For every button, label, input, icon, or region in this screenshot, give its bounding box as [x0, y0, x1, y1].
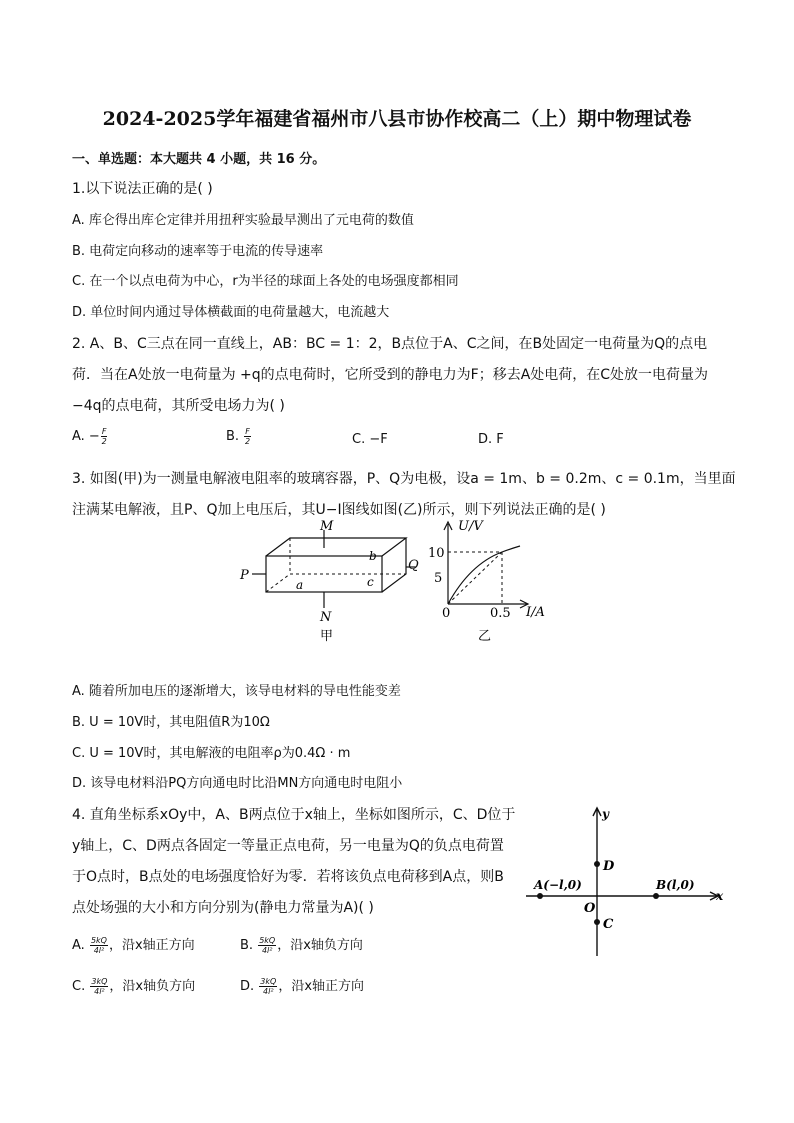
point-a: [537, 893, 543, 899]
label-o: O: [584, 901, 596, 916]
x-axis-label: I/A: [526, 605, 545, 620]
point-d: [594, 861, 600, 867]
q2-option-d: D. F: [478, 432, 504, 447]
fraction: $\frac{5kQ}{\text{4l²}}$: [259, 936, 276, 955]
label-d: D: [603, 859, 615, 874]
section-heading: 一、单选题：本大题共 4 小题，共 16 分。: [72, 152, 326, 167]
q3-option-a: A. 随着所加电压的逐渐增大，该导电材料的导电性能变差: [72, 684, 401, 699]
fraction: $\frac{F}{2}$: [101, 427, 107, 446]
q1-stem: 1.以下说法正确的是( ): [72, 181, 213, 197]
q3-stem-line1: 3. 如图(甲)为一测量电解液电阻率的玻璃容器，P、Q为电极，设a = 1m、b = 0.2m、c = 0.1m，当里面: [72, 471, 736, 487]
figure-container-jia: [236, 518, 416, 648]
q4-stem-line3: 于O点时，B点处的电场强度恰好为零．若将该负点电荷移到A点，则B: [72, 869, 504, 885]
q3-option-d: D. 该导电材料沿PQ方向通电时比沿MN方向通电时电阻小: [72, 776, 403, 791]
q4-stem-line2: y轴上，C、D两点各固定一等量正点电荷，另一电量为Q的负点电荷置: [72, 838, 504, 854]
label-n: N: [320, 610, 332, 625]
q3-option-b: B. U = 10V时，其电阻值R为10Ω: [72, 715, 270, 730]
label-q: Q: [408, 558, 419, 573]
label-b: b: [369, 549, 377, 563]
q2-stem-line2: 荷．当在A处放一电荷量为 +q的点电荷时，它所受到的静电力为F；移去A处电荷，在C处放一电荷量为: [72, 367, 709, 383]
fraction: $\frac{3kQ}{\text{4l²}}$: [91, 977, 108, 996]
q3-option-c: C. U = 10V时，其电解液的电阻率ρ为0.4Ω · m: [72, 746, 351, 761]
label-m: M: [320, 519, 334, 534]
x-axis-label: x: [716, 889, 724, 903]
origin-label: 0: [442, 606, 451, 621]
figure-ui-graph-yi: [424, 514, 564, 649]
label-p: P: [240, 568, 249, 583]
q4-option-d: D. $\frac{3kQ}{\text{4l²}}$ ，沿x轴正方向: [240, 977, 365, 996]
y-axis-label: y: [602, 807, 609, 821]
figure-coordinate-system: [520, 800, 730, 960]
fraction: $\frac{5kQ}{\text{4l²}}$: [90, 936, 107, 955]
fraction: $\frac{F}{2}$: [244, 427, 251, 446]
q4-option-b: B. $\frac{5kQ}{\text{4l²}}$ ，沿x轴负方向: [240, 936, 363, 955]
q1-option-d: D. 单位时间内通过导体横截面的电荷量越大，电流越大: [72, 305, 390, 320]
tick-5: 5: [434, 571, 443, 586]
q4-stem-line4: 点处场强的大小和方向分别为(静电力常量为A)( ): [72, 900, 374, 916]
caption-jia: 甲: [320, 629, 334, 644]
caption-yi: 乙: [478, 629, 492, 644]
q4-option-c: C. $\frac{3kQ}{\text{4l²}}$ ，沿x轴负方向: [72, 977, 196, 996]
tick-0-5: 0.5: [490, 606, 511, 621]
q2-option-b: B. $\frac{F}{2}$: [226, 427, 251, 446]
q1-option-c: C. 在一个以点电荷为中心，r为半径的球面上各处的电场强度都相同: [72, 274, 459, 289]
q2-stem-line3: −4q的点电荷，其所受电场力为( ): [72, 398, 285, 414]
tick-10: 10: [428, 546, 445, 561]
q2-stem-line1: 2. A、B、C三点在同一直线上，AB：BC = 1：2，B点位于A、C之间，在B处固定一电荷量为Q的点电: [72, 336, 708, 352]
label-a: A(−l,0): [534, 878, 582, 892]
q2-option-c: C. −F: [352, 432, 388, 447]
page-title: 2024-2025学年福建省福州市八县市协作校高二（上）期中物理试卷: [102, 108, 692, 130]
q4-stem-line1: 4. 直角坐标系xOy中，A、B两点位于x轴上，坐标如图所示，C、D位于: [72, 807, 516, 823]
q2-option-a: A. − $\frac{F}{2}$: [72, 427, 107, 446]
q1-option-b: B. 电荷定向移动的速率等于电流的传导速率: [72, 244, 324, 259]
label-c: c: [367, 575, 374, 589]
q4-option-a: A. $\frac{5kQ}{\text{4l²}}$ ，沿x轴正方向: [72, 936, 195, 955]
point-b: [653, 893, 659, 899]
label-a: a: [296, 578, 304, 592]
label-c: C: [603, 917, 614, 932]
q3-stem-line2: 注满某电解液，且P、Q加上电压后，其U−I图线如图(乙)所示，则下列说法正确的是( ): [72, 502, 606, 518]
label-b: B(l,0): [656, 878, 695, 892]
fraction: $\frac{3kQ}{\text{4l²}}$: [260, 977, 277, 996]
q1-option-a: A. 库仑得出库仑定律并用扭秤实验最早测出了元电荷的数值: [72, 213, 414, 228]
y-axis-label: U/V: [458, 519, 483, 534]
point-c: [594, 919, 600, 925]
